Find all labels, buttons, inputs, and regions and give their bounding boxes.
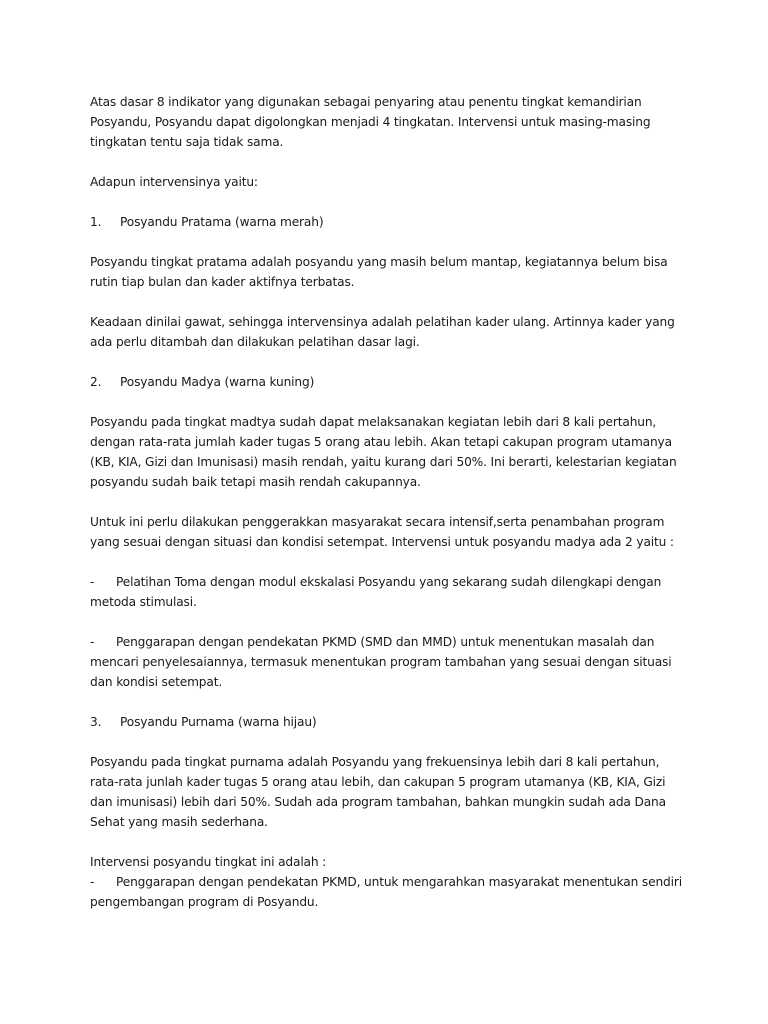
bullet-text: Penggarapan dengan pendekatan PKMD (SMD dan MMD) untuk menentukan masalah dan mencari penyelesaiannya, termasuk menentukan program tambahan yang sesuai dengan situasi dan kondisi setempat. <box>90 635 672 689</box>
bullet-text: Pelatihan Toma dengan modul ekskalasi Posyandu yang sekarang sudah dilengkapi dengan metoda stimulasi. <box>90 575 662 609</box>
section-number: 1. <box>90 215 102 229</box>
section-title: Posyandu Pratama (warna merah) <box>120 215 324 229</box>
lead-paragraph: Adapun intervensinya yaitu: <box>90 175 258 189</box>
section-title: Posyandu Madya (warna kuning) <box>120 375 315 389</box>
purnama-paragraph-1: Posyandu pada tingkat purnama adalah Posyandu yang frekuensinya lebih dari 8 kali pertahun, rata-rata junlah kader tugas 5 orang atau lebih, dan cakupan 5 program utamanya (KB, KIA, Gizi dan imunisasi) lebih dari 50%. Sudah ada program tambahan, bahkan mungkin sudah ada Dana Sehat yang masih sederhana. <box>90 755 666 829</box>
bullet-dash: - <box>90 575 95 589</box>
section-number: 2. <box>90 375 102 389</box>
document-page <box>90 92 690 932</box>
madya-bullet-2 <box>90 632 690 692</box>
purnama-paragraph-2: Intervensi posyandu tingkat ini adalah : <box>90 855 327 869</box>
intro-paragraph: Atas dasar 8 indikator yang digunakan sebagai penyaring atau penentu tingkat kemandirian Posyandu, Posyandu dapat digolongkan menjadi 4 tingkatan. Intervensi untuk masing-masing tingkatan tentu saja tidak sama. <box>90 95 651 149</box>
section-heading-purnama <box>90 712 690 732</box>
madya-paragraph-2: Untuk ini perlu dilakukan penggerakkan masyarakat secara intensif,serta penambahan program yang sesuai dengan situasi dan kondisi setempat. Intervensi untuk posyandu madya ada 2 yaitu : <box>90 515 674 549</box>
section-number: 3. <box>90 715 102 729</box>
section-title: Posyandu Purnama (warna hijau) <box>120 715 317 729</box>
bullet-dash: - <box>90 635 95 649</box>
section-heading-madya <box>90 372 690 392</box>
bullet-text: Penggarapan dengan pendekatan PKMD, untuk mengarahkan masyarakat menentukan sendiri pengembangan program di Posyandu. <box>90 875 682 909</box>
bullet-dash: - <box>90 875 95 889</box>
pratama-paragraph-2: Keadaan dinilai gawat, sehingga intervensinya adalah pelatihan kader ulang. Artinnya kader yang ada perlu ditambah dan dilakukan pelatihan dasar lagi. <box>90 315 675 349</box>
purnama-bullet-1 <box>90 872 690 912</box>
section-heading-pratama <box>90 212 690 232</box>
pratama-paragraph-1: Posyandu tingkat pratama adalah posyandu yang masih belum mantap, kegiatannya belum bisa rutin tiap bulan dan kader aktifnya terbatas. <box>90 255 668 289</box>
madya-bullet-1 <box>90 572 690 612</box>
madya-paragraph-1: Posyandu pada tingkat madtya sudah dapat melaksanakan kegiatan lebih dari 8 kali pertahun, dengan rata-rata jumlah kader tugas 5 orang atau lebih. Akan tetapi cakupan program utamanya (KB, KIA, Gizi dan Imunisasi) masih rendah, yaitu kurang dari 50%. Ini berarti, kelestarian kegiatan posyandu sudah baik tetapi masih rendah cakupannya. <box>90 415 677 489</box>
